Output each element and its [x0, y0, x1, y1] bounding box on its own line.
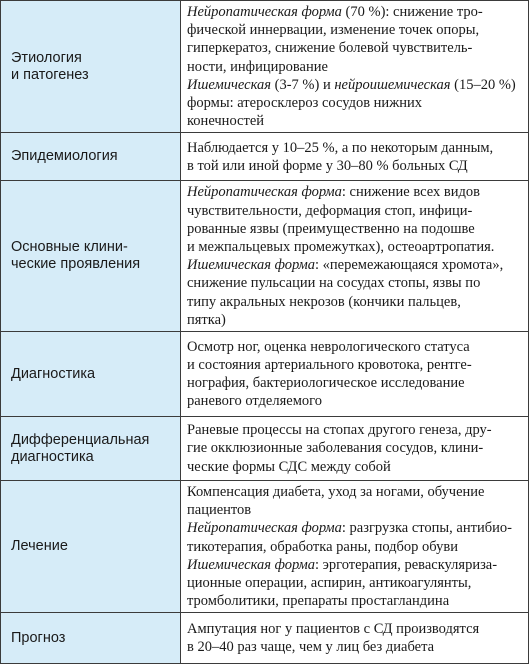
content-line — [187, 293, 522, 311]
content-text: фической иннервации, изменение точек опоры, — [187, 22, 480, 39]
row-label-line: Этиология — [11, 49, 82, 66]
content-text: гие окклюзионные заболевания сосудов, клини- — [187, 440, 484, 457]
table-row-treatment — [1, 481, 529, 613]
content-text: Наблюдается у 10–25 %, а по некоторым данным, — [187, 139, 494, 156]
row-label-clinical-manifestations — [1, 181, 181, 332]
content-line — [187, 483, 522, 501]
content-line — [187, 21, 522, 39]
content-text: раневого отделяемого — [187, 393, 322, 410]
content-line — [187, 220, 522, 238]
content-text: (15–20 %) — [450, 76, 516, 93]
content-text: снижение пульсации на сосудах стопы, язвы по — [187, 275, 481, 292]
row-label-line: и патогенез — [11, 66, 89, 83]
content-text: чувствительности, деформация стоп, инфици- — [187, 202, 473, 219]
content-text: конечностей — [187, 113, 265, 130]
content-line — [187, 183, 522, 201]
row-content-diagnostics — [181, 332, 529, 417]
content-text: ческие формы СДС между собой — [187, 458, 391, 475]
content-text: тикотерапия, обработка раны, подбор обуви — [187, 538, 458, 555]
content-line — [187, 238, 522, 256]
content-line — [187, 39, 522, 57]
content-line — [187, 157, 522, 175]
content-italic-term: Нейропатическая форма — [187, 520, 342, 537]
content-text: Компенсация диабета, уход за ногами, обучение — [187, 484, 485, 501]
row-label-prognosis — [1, 613, 181, 664]
info-table-body — [1, 1, 529, 664]
content-line — [187, 3, 522, 21]
row-label-epidemiology — [1, 133, 181, 181]
row-label-line: ческие проявления — [11, 256, 141, 273]
row-label-differential-diagnosis — [1, 417, 181, 481]
content-italic-term: Ишемическая — [187, 76, 272, 93]
content-line — [187, 256, 522, 274]
content-italic-term: Ишемическая форма — [187, 556, 316, 573]
row-label-line: Эпидемиология — [11, 148, 118, 165]
content-line — [187, 592, 522, 610]
content-line — [187, 338, 522, 356]
content-text: и состояния артериального кровотока, рентге- — [187, 356, 472, 373]
row-label-etiology — [1, 1, 181, 133]
content-line — [187, 538, 522, 556]
content-text: формы: атеросклероз сосудов нижних — [187, 95, 422, 112]
content-text: ционные операции, аспирин, антикоагулянты, — [187, 575, 472, 592]
content-text: : эрготерапия, реваскуляриза- — [315, 556, 498, 573]
content-text: в 20–40 раз чаще, чем у лиц без диабета — [187, 639, 435, 656]
row-content-etiology — [181, 1, 529, 133]
content-line — [187, 519, 522, 537]
content-text: и межпальцевых промежутках), остеоартропатия. — [187, 239, 495, 256]
content-line — [187, 638, 522, 656]
row-content-clinical-manifestations — [181, 181, 529, 332]
content-line — [187, 439, 522, 457]
content-italic-term: Нейропатическая форма — [187, 184, 342, 201]
content-line — [187, 139, 522, 157]
row-content-prognosis — [181, 613, 529, 664]
row-label-line: Диагностика — [11, 365, 96, 382]
content-line — [187, 58, 522, 76]
content-line — [187, 274, 522, 292]
content-text: нография, бактериологическое исследование — [187, 375, 465, 392]
content-text: в той или иной форме у 30–80 % больных СД — [187, 157, 468, 174]
content-text: : «перемежающаяся хромота», — [315, 257, 504, 274]
table-row-etiology — [1, 1, 529, 133]
table-row-prognosis — [1, 613, 529, 664]
content-line — [187, 356, 522, 374]
content-text: ности, инфицирование — [187, 58, 328, 75]
content-italic-term: Ишемическая форма — [187, 257, 316, 274]
row-label-diagnostics — [1, 332, 181, 417]
content-italic-term: Нейропатическая форма — [187, 4, 342, 20]
row-content-treatment — [181, 481, 529, 613]
content-text: Раневые процессы на стопах другого генеза, дру- — [187, 422, 492, 439]
content-line — [187, 421, 522, 439]
content-text: Осмотр ног, оценка неврологического статуса — [187, 338, 470, 355]
content-text: типу акральных некрозов (кончики пальцев, — [187, 293, 461, 310]
content-line — [187, 556, 522, 574]
content-text: : разгрузка стопы, антибио- — [341, 520, 512, 537]
content-italic-term: нейроишемическая — [334, 76, 451, 93]
table-row-differential-diagnosis — [1, 417, 529, 481]
row-label-line: Основные клини- — [11, 239, 128, 256]
content-line — [187, 620, 522, 638]
content-line — [187, 574, 522, 592]
content-line — [187, 311, 522, 329]
content-line — [187, 76, 522, 94]
content-line — [187, 458, 522, 476]
content-text: Ампутация ног у пациентов с СД производятся — [187, 621, 480, 638]
content-text: (70 %): снижение тро- — [341, 4, 483, 20]
content-text: (3-7 %) и — [271, 76, 335, 93]
content-text: пятка) — [187, 311, 226, 328]
row-label-line: диагностика — [11, 448, 94, 465]
content-text: гиперкератоз, снижение болевой чувствитель- — [187, 40, 473, 57]
table-row-epidemiology — [1, 133, 529, 181]
content-line — [187, 374, 522, 392]
content-line — [187, 112, 522, 130]
row-label-line: Прогноз — [11, 629, 66, 646]
content-line — [187, 392, 522, 410]
content-text: пациентов — [187, 502, 252, 519]
content-line — [187, 501, 522, 519]
row-content-differential-diagnosis — [181, 417, 529, 481]
content-text: : снижение всех видов — [341, 184, 480, 201]
table-row-diagnostics — [1, 332, 529, 417]
content-text: рованные язвы (преимущественно на подошве — [187, 220, 475, 237]
row-label-treatment — [1, 481, 181, 613]
row-label-line: Дифференциальная — [11, 431, 150, 448]
content-line — [187, 202, 522, 220]
content-text: тромболитики, препараты простагландина — [187, 593, 450, 610]
content-line — [187, 94, 522, 112]
row-content-epidemiology — [181, 133, 529, 181]
table-row-clinical-manifestations — [1, 181, 529, 332]
row-label-line: Лечение — [11, 538, 68, 555]
